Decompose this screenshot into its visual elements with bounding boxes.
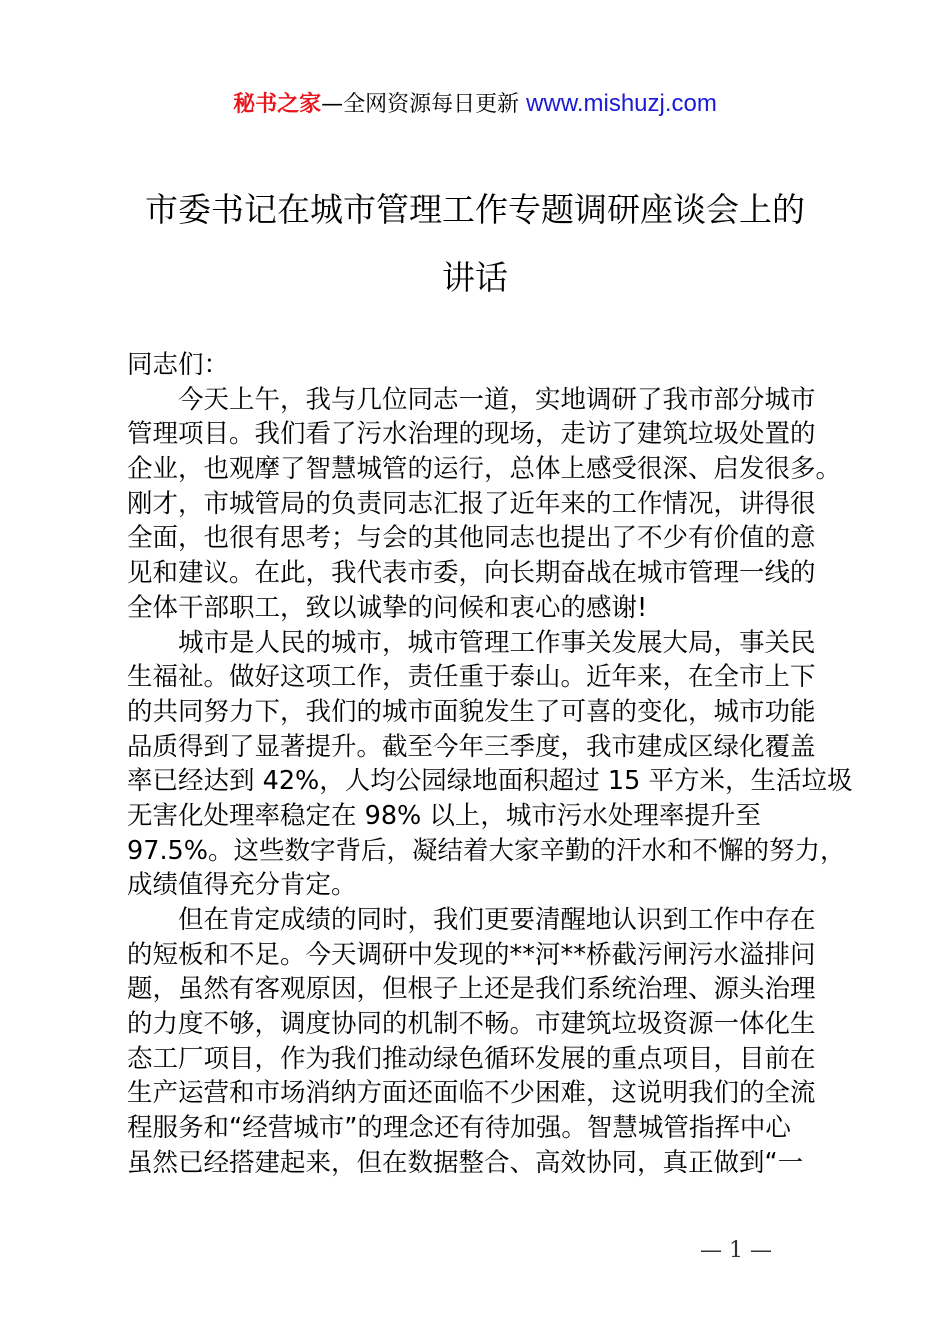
site-banner (0, 88, 950, 121)
document-title-line-2: 讲话 (442, 258, 508, 297)
paragraph-line: 全面，也很有思考；与会的其他同志也提出了不少有价值的意 (127, 523, 816, 554)
paragraph (127, 383, 842, 626)
paragraph-line: 品质得到了显著提升。截至今年三季度，我市建成区绿化覆盖 (127, 731, 816, 762)
brand-name: 秘书之家 (233, 92, 322, 117)
paragraph-line: 程服务和“经营城市”的理念还有待加强。智慧城管指挥中心 (127, 1113, 791, 1144)
paragraph (127, 903, 837, 1181)
paragraph-line: 题，虽然有客观原因，但根子上还是我们系统治理、源头治理 (127, 974, 816, 1005)
document-title-line-1: 市委书记在城市管理工作专题调研座谈会上的 (145, 190, 805, 229)
document-body (127, 348, 853, 1181)
paragraph-line: 全体干部职工，致以诚挚的问候和衷心的感谢! (127, 592, 648, 623)
paragraph-line: 生福祉。做好这项工作，责任重于泰山。近年来，在全市上下 (127, 662, 816, 693)
paragraph-line: 见和建议。在此，我代表市委，向长期奋战在城市管理一线的 (127, 558, 816, 589)
paragraph-line: 但在肯定成绩的同时，我们更要清醒地认识到工作中存在 (178, 905, 816, 935)
paragraph-line: 虽然已经搭建起来，但在数据整合、高效协同，真正做到“一 (127, 1147, 804, 1178)
paragraph (127, 626, 853, 904)
paragraph-line: 的短板和不足。今天调研中发现的**河**桥截污闸污水溢排问 (127, 939, 816, 970)
paragraph-line: 成绩值得充分肯定。 (127, 870, 357, 901)
paragraph-line: 态工厂项目，作为我们推动绿色循环发展的重点项目，目前在 (127, 1043, 816, 1074)
paragraph-line: 无害化处理率稳定在 98% 以上，城市污水处理率提升至 (127, 800, 761, 831)
paragraph-line: 率已经达到 42%，人均公园绿地面积超过 15 平方米，生活垃圾 (127, 766, 853, 797)
paragraph-line: 企业，也观摩了智慧城管的运行，总体上感受很深、启发很多。 (127, 454, 842, 485)
paragraph-line: 生产运营和市场消纳方面还面临不少困难，这说明我们的全流 (127, 1078, 816, 1109)
page-number: — 1 — (700, 1238, 772, 1263)
salutation: 同志们： (127, 350, 230, 380)
paragraph-line: 的力度不够，调度协同的机制不畅。市建筑垃圾资源一体化生 (127, 1009, 816, 1040)
banner-tagline: —全网资源每日更新 (321, 92, 527, 117)
paragraph-line: 城市是人民的城市，城市管理工作事关发展大局，事关民 (178, 627, 816, 658)
paragraph-line: 刚才，市城管局的负责同志汇报了近年来的工作情况，讲得很 (127, 488, 816, 519)
paragraph-line: 今天上午，我与几位同志一道，实地调研了我市部分城市 (178, 384, 816, 415)
site-url-link[interactable]: www.mishuzj.com (526, 90, 717, 117)
paragraph-line: 管理项目。我们看了污水治理的现场，走访了建筑垃圾处置的 (127, 419, 816, 450)
paragraph-line: 97.5%。这些数字背后，凝结着大家辛勤的汗水和不懈的努力， (127, 835, 846, 866)
paragraph-line: 的共同努力下，我们的城市面貌发生了可喜的变化，城市功能 (127, 696, 816, 727)
